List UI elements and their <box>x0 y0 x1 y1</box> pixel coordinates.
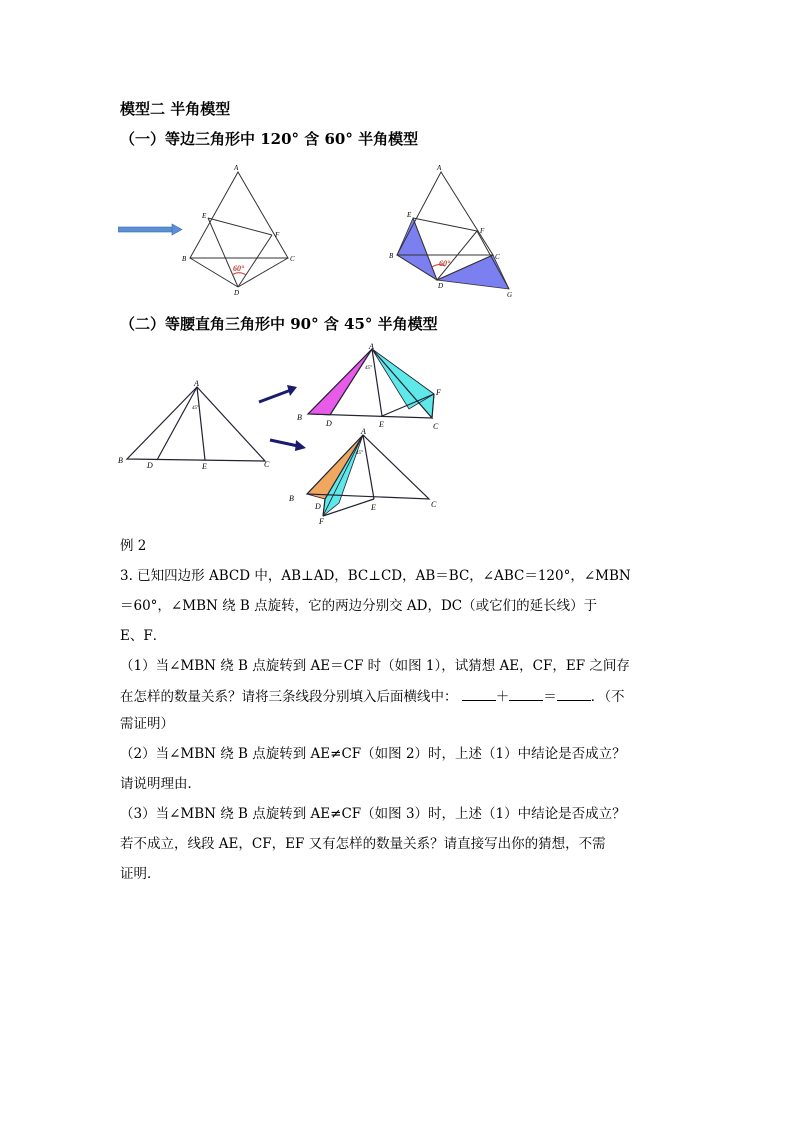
label-B: B <box>118 456 123 465</box>
label-D: D <box>326 419 332 428</box>
angle-label: 60° <box>233 264 245 273</box>
label-A: A <box>437 164 442 172</box>
label-E: E <box>379 420 384 429</box>
figure-isosceles-2 <box>292 337 452 437</box>
example-label: 例 2 <box>120 538 147 554</box>
label-D: D <box>438 282 444 290</box>
answer-blank-2[interactable] <box>509 686 543 701</box>
angle-label: 60° <box>439 259 451 268</box>
problem-line-4: （1）当∠MBN 绕 B 点旋转到 AE＝CF 时（如图 1），试猜想 AE，CF，EF 之间存 <box>120 658 630 674</box>
label-E: E <box>407 211 412 219</box>
label-B: B <box>289 494 294 503</box>
blank-tail: ．（不 <box>590 689 625 705</box>
label-C: C <box>264 460 270 469</box>
label-E: E <box>371 503 376 512</box>
label-C: C <box>495 253 500 261</box>
answer-blank-1[interactable] <box>462 686 496 701</box>
label-B: B <box>389 252 394 260</box>
label-A: A <box>369 342 374 351</box>
figure-isosceles-3 <box>283 423 453 528</box>
problem-line-8: 请说明理由． <box>120 776 201 792</box>
label-C: C <box>431 500 437 509</box>
equals-sign: ＝ <box>543 689 557 705</box>
section-title: 模型二 半角模型 <box>120 100 231 118</box>
label-A: A <box>361 427 366 436</box>
arrow-right-icon <box>118 222 184 238</box>
label-G: G <box>507 291 513 299</box>
label-B: B <box>297 413 302 422</box>
figure-isosceles-1 <box>115 375 275 475</box>
label-C: C <box>433 422 439 431</box>
label-F: F <box>319 517 324 526</box>
angle-label: 45° <box>365 366 372 371</box>
label-F: F <box>480 227 485 235</box>
label-A: A <box>234 164 239 172</box>
angle-arc <box>232 273 246 275</box>
problem-line-6: 需证明） <box>120 716 174 732</box>
problem-line-1: 3. 已知四边形 ABCD 中，AB⊥AD，BC⊥CD，AB＝BC，∠ABC＝120°，∠MBN <box>120 568 631 584</box>
angle-label: 45° <box>356 451 363 456</box>
label-D: D <box>315 502 321 511</box>
label-D: D <box>147 461 153 470</box>
label-C: C <box>290 255 295 263</box>
subsection-title-1: （一）等边三角形中 120° 含 60° 半角模型 <box>120 130 419 148</box>
angle-label: 45° <box>192 406 199 411</box>
problem-line-7: （2）当∠MBN 绕 B 点旋转到 AE≠CF（如图 2）时，上述（1）中结论是否成立？ <box>120 746 626 762</box>
label-F: F <box>275 231 280 239</box>
label-E: E <box>202 212 207 220</box>
figure-equilateral-2 <box>385 162 520 302</box>
problem-line-5-text: 在怎样的数量关系？请将三条线段分别填入后面横线中： <box>120 689 458 705</box>
problem-line-2: ＝60°，∠MBN 绕 B 点旋转，它的两边分别交 AD，DC（或它们的延长线）于 <box>120 598 598 614</box>
figure-equilateral-1 <box>180 162 300 297</box>
problem-line-3: E、F． <box>120 628 167 644</box>
problem-line-11: 证明． <box>120 866 161 882</box>
label-F: F <box>436 388 441 397</box>
problem-line-10: 若不成立，线段 AE，CF，EF 又有怎样的数量关系？请直接写出你的猜想，不需 <box>120 836 606 852</box>
problem-line-9: （3）当∠MBN 绕 B 点旋转到 AE≠CF（如图 3）时，上述（1）中结论是否成立？ <box>120 806 626 822</box>
label-E: E <box>202 462 207 471</box>
problem-line-5 <box>120 686 625 707</box>
label-B: B <box>182 255 187 263</box>
label-D: D <box>234 289 240 297</box>
subsection-title-2: （二）等腰直角三角形中 90° 含 45° 半角模型 <box>120 315 438 333</box>
plus-sign: ＋ <box>495 689 510 705</box>
answer-blank-3[interactable] <box>557 686 591 701</box>
label-A: A <box>194 379 199 388</box>
